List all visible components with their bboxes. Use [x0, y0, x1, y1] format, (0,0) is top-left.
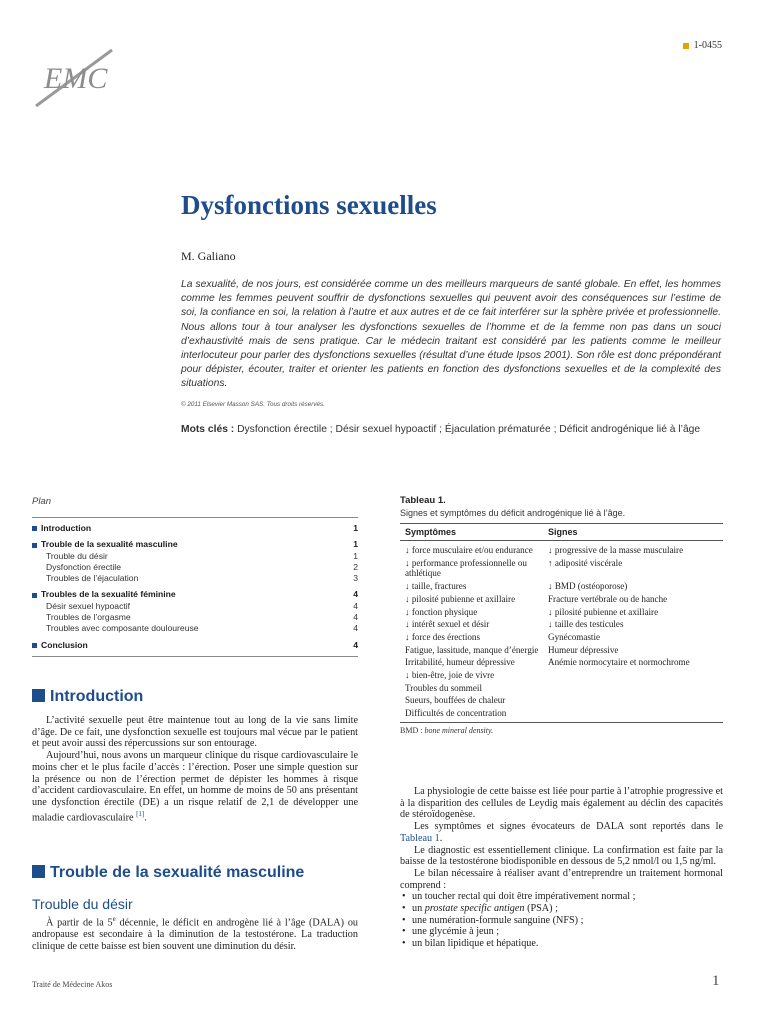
plan-item-label: Introduction [32, 523, 91, 534]
plan-item-page: 1 [353, 550, 358, 561]
table-row [400, 682, 723, 695]
table-row [400, 631, 723, 644]
document-id-marker [683, 43, 689, 49]
emc-logo-text: EMC [44, 62, 108, 95]
cell-signe: Anémie normocytaire et normochrome [548, 657, 690, 668]
table-caption-title: Tableau 1. [400, 495, 446, 506]
table-row [400, 656, 723, 669]
cell-symptome: Sueurs, bouffées de chaleur [405, 695, 506, 706]
symptoms-table [400, 523, 723, 723]
cell-signe [543, 669, 723, 682]
table-row [400, 557, 723, 580]
plan-item-page: 1 [353, 523, 358, 533]
cell-signe [543, 707, 723, 722]
table-1-link[interactable]: Tableau 1 [400, 832, 440, 844]
citation-link[interactable]: [1] [136, 809, 145, 818]
paragraph-text: . [144, 812, 147, 824]
cell-symptome: Irritabilité, humeur dépressive [405, 657, 515, 668]
cell-symptome: ↓ force musculaire et/ou endurance [405, 545, 533, 555]
cell-symptome: Troubles du sommeil [405, 682, 482, 693]
list-item [400, 938, 723, 950]
paragraph: Le diagnostic est essentiellement clinique. La confirmation est faite par la baisse de la testostérone biodisponible en dessous de 5,2 nmol/l ou 1,5 ng/ml. [400, 844, 723, 868]
plan-item-label: Troubles de l’éjaculation [46, 573, 139, 584]
table-1 [400, 495, 723, 735]
table-row [400, 580, 723, 593]
plan-item[interactable] [32, 589, 358, 600]
paragraph [400, 821, 723, 844]
plan-item-label: Trouble du désir [46, 550, 108, 561]
cell-signe: ↓ progressive de la masse musculaire [548, 545, 684, 555]
keywords-text: Dysfonction érectile ; Désir sexuel hypoactif ; Éjaculation prématurée ; Déficit androgénique lié à l’âge [237, 424, 701, 435]
plan-title: Plan [32, 496, 358, 518]
section-heading-introduction [32, 688, 143, 706]
keywords [181, 423, 721, 436]
document-id-text: 1-0455 [693, 40, 722, 51]
list-item-text: un [412, 903, 425, 915]
heading-marker [32, 865, 45, 878]
plan-item[interactable] [32, 601, 358, 612]
cell-symptome: ↓ bien-être, joie de vivre [405, 670, 495, 681]
cell-symptome: ↓ force des érections [405, 631, 480, 642]
emc-logo-graphic [30, 44, 120, 110]
cell-signe: ↓ taille des testicules [548, 619, 624, 630]
plan-list [32, 518, 358, 657]
list-item [400, 926, 723, 938]
cell-signe: ↓ BMD (ostéoporose) [548, 581, 628, 592]
plan-item[interactable] [32, 623, 358, 634]
section-heading-text: Introduction [50, 688, 144, 705]
subsection-heading-trouble-du-desir: Trouble du désir [32, 896, 133, 912]
cell-symptome: ↓ intérêt sexuel et désir [405, 619, 490, 630]
cell-symptome: Fatigue, lassitude, manque d’énergie [405, 644, 539, 655]
emc-logo [30, 44, 120, 110]
table-row [400, 694, 723, 707]
plan-item-page: 3 [353, 573, 358, 584]
section-heading-text: Trouble de la sexualité masculine [50, 864, 305, 881]
plan-item[interactable] [32, 539, 358, 550]
plan-item-page: 4 [353, 612, 358, 623]
list-item-emphasis: prostate specific antigen [424, 903, 525, 915]
list-item [400, 903, 723, 915]
plan-item-label: Troubles avec composante douloureuse [46, 623, 199, 634]
plan-item-label: Désir sexuel hypoactif [46, 600, 131, 611]
abstract: La sexualité, de nos jours, est considérée comme un des meilleurs marqueurs de santé globale. En effet, les hommes comme les femmes peuvent souffrir de dysfonctions sexuelles qui peuvent avoir des conséquences sur l’estime de soi, la confiance en soi, la relation à l’autre et aux autres et de ce fait interférer sur la sphère privée et professionnelle. Nous allons tour à tour analyser les dysfonctions sexuelles de l’homme et de la femme non pas dans un souci d’exhaustivité mais de sens pratique. Car le médecin traitant est considéré par les patients comme le meilleur interlocuteur pour parler des dysfonctions sexuelles (résultat d’une étude Ipsos 2001). Son rôle est donc prépondérant pour dépister, écouter, traiter et orienter les patients en fonction des dysfonctions sexuelles et de la complexité des situations. [181, 279, 721, 390]
heading-marker [32, 689, 45, 702]
plan-item-page: 1 [353, 539, 358, 550]
table-header-symptomes: Symptômes [400, 524, 543, 541]
paragraph-text: Aujourd’hui, nous avons un marqueur clinique du risque cardiovasculaire le moins cher et le plus facile d’accès : l’érection. Poser une simple question sur la présence ou non de l’érection permet de dépister les hommes à risque d’accident cardiovasculaire. En effet, un homme de moins de 50 ans présentant une dysfonction érectile (DE) a un risque relatif de 2,1 de développer une maladie cardiovasculaire [32, 750, 358, 824]
section-heading-sexualite-masculine [32, 864, 304, 882]
plan-item[interactable] [32, 551, 358, 562]
list-item-text: une glycémie à jeun ; [412, 926, 500, 938]
document-id [683, 40, 722, 51]
plan-item-page: 4 [353, 639, 358, 650]
plan-item-label: Dysfonction érectile [46, 561, 121, 572]
trouble-du-desir-text [32, 914, 358, 953]
plan-item-label: Conclusion [32, 640, 88, 651]
paragraph: La physiologie de cette baisse est liée pour partie à l’atrophie progressive et à la disparition des cellules de Leydig mais également au déclin des capacités de stéroïdogenèse. [400, 786, 723, 821]
table-header-signes: Signes [543, 524, 723, 541]
table-header-row [400, 524, 723, 541]
list-item-text: un toucher rectal qui doit être impérativement normal ; [412, 891, 636, 903]
plan-item[interactable] [32, 612, 358, 623]
cell-signe: Fracture vertébrale ou de hanche [548, 593, 668, 604]
plan-item[interactable] [32, 573, 358, 584]
superscript: e [112, 915, 116, 923]
bilan-list [400, 891, 723, 950]
plan-item-page: 2 [353, 561, 358, 572]
cell-signe: ↑ adiposité viscérale [548, 557, 623, 568]
paragraph-text: À partir de la 5 [46, 917, 113, 929]
cell-signe: Humeur dépressive [548, 644, 619, 655]
table-body [400, 541, 723, 723]
plan-item-label: Troubles de l’orgasme [46, 612, 131, 623]
introduction-text [32, 715, 358, 824]
paragraph [32, 914, 358, 953]
table-row [400, 606, 723, 619]
table-row [400, 593, 723, 606]
plan-item[interactable] [32, 562, 358, 573]
list-item-text: un bilan lipidique et hépatique. [412, 938, 539, 950]
list-item-text: (PSA) ; [524, 903, 558, 915]
plan-item-page: 4 [353, 623, 358, 634]
list-item [400, 915, 723, 927]
paragraph-text: décennie, le déficit en androgène lié à l’âge (DALA) ou andropause est secondaire à la diminution de la testostérone. La traduction clinique de cette baisse est bien souvent une diminution du désir. [32, 917, 359, 952]
plan-item-page: 4 [353, 600, 358, 611]
footer-journal-name: Traité de Médecine Akos [32, 980, 113, 989]
table-row [400, 707, 723, 722]
paragraph-text: . [439, 832, 443, 844]
cell-symptome: ↓ performance professionnelle ou athlétique [405, 557, 527, 579]
cell-signe [543, 682, 723, 695]
plan-item[interactable] [32, 640, 358, 651]
table-caption-text: Signes et symptômes du déficit androgénique lié à l’âge. [400, 508, 626, 518]
footer-page-number: 1 [712, 973, 720, 989]
cell-signe [543, 694, 723, 707]
author: M. Galiano [181, 249, 236, 263]
plan-box [32, 496, 358, 657]
table-row [400, 618, 723, 631]
article-title: Dysfonctions sexuelles [181, 190, 437, 220]
paragraph-text: Les symptômes et signes évocateurs de DALA sont reportés dans le [414, 821, 723, 833]
plan-item-label: Troubles de la sexualité féminine [32, 589, 176, 600]
keywords-label: Mots clés : [181, 424, 235, 435]
cell-symptome: Difficultés de concentration [400, 707, 543, 722]
footnote-text: bone mineral density. [424, 725, 494, 735]
list-item [400, 891, 723, 903]
plan-item[interactable] [32, 523, 358, 534]
cell-symptome: ↓ pilosité pubienne et axillaire [405, 593, 516, 604]
paragraph: L’activité sexuelle peut être maintenue tout au long de la vie sans limite d’âge. De ce fait, une dysfonction sexuelle est toujours mal vécue par le patient et peut avoir aussi des répercussions sur son entourage. [32, 715, 358, 750]
plan-item-label: Trouble de la sexualité masculine [32, 539, 178, 550]
paragraph [32, 750, 358, 824]
paragraph: Le bilan nécessaire à réaliser avant d’entreprendre un traitement hormonal comprend : [400, 867, 723, 891]
table-row [400, 644, 723, 657]
table-footnote [400, 726, 723, 735]
plan-item-page: 4 [353, 589, 358, 600]
table-row [400, 541, 723, 557]
cell-symptome: ↓ taille, fractures [405, 581, 467, 592]
table-row [400, 669, 723, 682]
copyright: © 2011 Elsevier Masson SAS. Tous droits réservés. [181, 401, 325, 408]
cell-signe: Gynécomastie [548, 631, 601, 642]
cell-symptome: ↓ fonction physique [405, 606, 478, 617]
footnote-abbr: BMD : [400, 725, 425, 735]
cell-signe: ↓ pilosité pubienne et axillaire [548, 606, 659, 617]
right-column-text [400, 786, 723, 950]
list-item-text: une numération-formule sanguine (NFS) ; [412, 914, 584, 926]
